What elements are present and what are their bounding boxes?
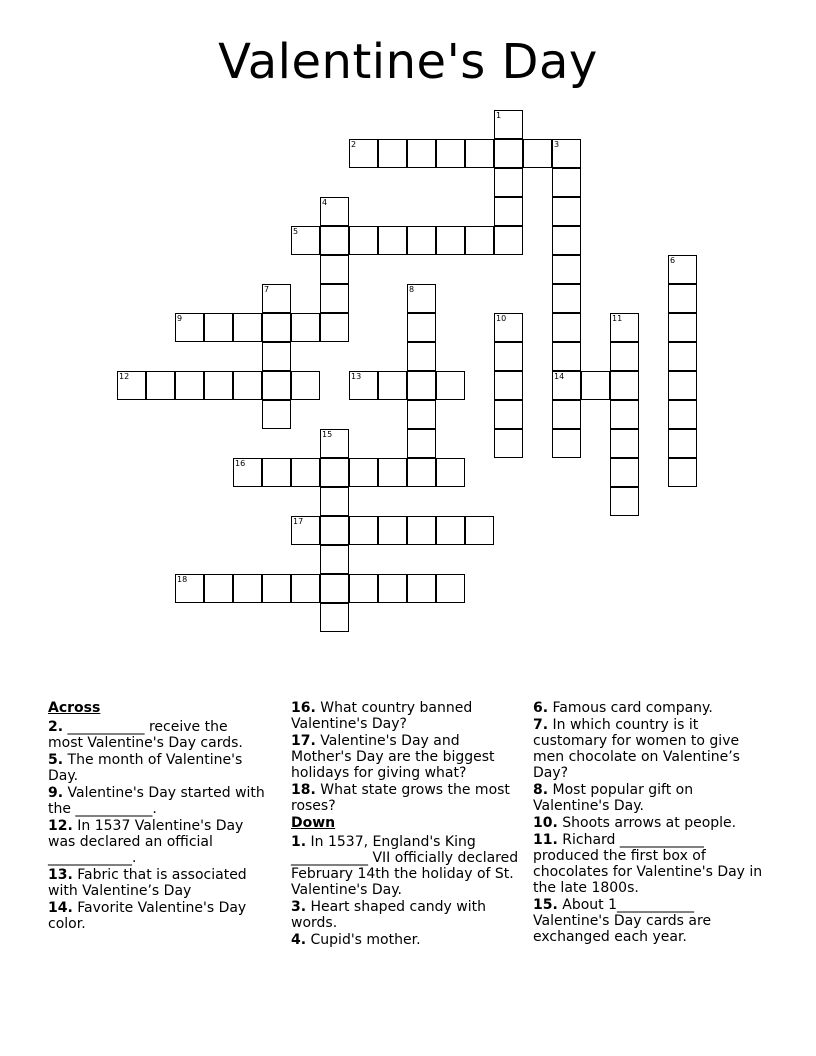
clue-text: Most popular gift on Valentine's Day.: [533, 782, 694, 814]
grid-cell[interactable]: [407, 313, 436, 342]
clue-text: What country banned Valentine's Day?: [291, 700, 473, 732]
grid-cell[interactable]: [262, 400, 291, 429]
cell-number: 18: [177, 575, 188, 584]
clue-text: Fabric that is associated with Valentine’s Day: [48, 867, 247, 899]
clue-number: 6.: [533, 700, 549, 716]
clue-number: 11.: [533, 832, 558, 848]
grid-cell[interactable]: [262, 284, 291, 313]
grid-cell[interactable]: [407, 226, 436, 255]
grid-cell[interactable]: [349, 574, 378, 603]
cell-number: 14: [554, 372, 565, 381]
clue-down-15: [533, 897, 765, 945]
grid-cell[interactable]: [291, 313, 320, 342]
clue-number: 17.: [291, 733, 316, 749]
grid-cell[interactable]: [349, 226, 378, 255]
grid-cell[interactable]: [175, 371, 204, 400]
grid-cell[interactable]: [407, 429, 436, 458]
grid-cell[interactable]: [552, 400, 581, 429]
grid-cell[interactable]: [204, 313, 233, 342]
grid-cell[interactable]: [407, 371, 436, 400]
grid-cell[interactable]: [668, 284, 697, 313]
clue-down-10: [533, 815, 765, 831]
grid-cell[interactable]: [146, 371, 175, 400]
clue-number: 12.: [48, 818, 73, 834]
cell-number: 13: [351, 372, 362, 381]
grid-cell[interactable]: [407, 516, 436, 545]
across-heading: Across: [48, 700, 101, 716]
down-heading: Down: [291, 815, 336, 831]
grid-cell[interactable]: [436, 574, 465, 603]
grid-cell[interactable]: [407, 574, 436, 603]
clue-down-3: [291, 899, 521, 931]
cell-number: 16: [235, 459, 246, 468]
grid-cell[interactable]: [175, 313, 204, 342]
clue-text: ___________ receive the most Valentine's Day cards.: [48, 719, 243, 751]
grid-cell[interactable]: [204, 574, 233, 603]
grid-cell[interactable]: [320, 313, 349, 342]
clue-text: Famous card company.: [552, 700, 713, 716]
grid-cell[interactable]: [320, 226, 349, 255]
grid-cell[interactable]: [233, 313, 262, 342]
grid-cell[interactable]: [552, 168, 581, 197]
grid-cell[interactable]: [494, 168, 523, 197]
grid-cell[interactable]: [494, 342, 523, 371]
cell-number: 12: [119, 372, 130, 381]
cell-number: 8: [409, 285, 415, 294]
cell-number: 3: [554, 140, 560, 149]
clue-number: 7.: [533, 717, 549, 733]
grid-cell[interactable]: [436, 139, 465, 168]
grid-cell[interactable]: [407, 458, 436, 487]
clue-across-9: [48, 785, 266, 817]
grid-cell[interactable]: [494, 371, 523, 400]
grid-cell[interactable]: [610, 400, 639, 429]
grid-cell[interactable]: [552, 255, 581, 284]
grid-cell[interactable]: [407, 342, 436, 371]
grid-cell[interactable]: [610, 342, 639, 371]
grid-cell[interactable]: [233, 371, 262, 400]
cell-number: 15: [322, 430, 333, 439]
clue-number: 2.: [48, 719, 64, 735]
grid-cell[interactable]: [668, 313, 697, 342]
cell-number: 7: [264, 285, 270, 294]
clue-column-1: [48, 700, 266, 933]
page-title: Valentine's Day: [218, 34, 598, 90]
grid-cell[interactable]: [378, 458, 407, 487]
cell-number: 11: [612, 314, 623, 323]
grid-cell[interactable]: [552, 284, 581, 313]
clue-text: Favorite Valentine's Day color.: [48, 900, 247, 932]
grid-cell[interactable]: [465, 226, 494, 255]
grid-cell[interactable]: [320, 574, 349, 603]
clue-down-7: [533, 717, 765, 781]
clue-number: 14.: [48, 900, 73, 916]
grid-cell[interactable]: [552, 371, 581, 400]
grid-cell[interactable]: [320, 516, 349, 545]
grid-cell[interactable]: [349, 371, 378, 400]
clue-across-18: [291, 782, 521, 814]
clue-number: 18.: [291, 782, 316, 798]
clue-text: Valentine's Day and Mother's Day are the biggest holidays for giving what?: [291, 733, 495, 781]
grid-cell[interactable]: [349, 516, 378, 545]
clue-number: 13.: [48, 867, 73, 883]
grid-cell[interactable]: [175, 574, 204, 603]
clue-number: 16.: [291, 700, 316, 716]
grid-cell[interactable]: [436, 371, 465, 400]
grid-cell[interactable]: [378, 574, 407, 603]
grid-cell[interactable]: [262, 313, 291, 342]
grid-cell[interactable]: [262, 574, 291, 603]
grid-cell[interactable]: [378, 139, 407, 168]
clue-across-16: [291, 700, 521, 732]
cell-number: 2: [351, 140, 357, 149]
grid-cell[interactable]: [552, 313, 581, 342]
clue-column-2: [291, 700, 521, 949]
clue-column-3: [533, 700, 765, 946]
grid-cell[interactable]: [581, 371, 610, 400]
cell-number: 1: [496, 111, 502, 120]
clue-text: About 1___________ Valentine's Day cards are exchanged each year.: [533, 897, 712, 945]
grid-cell[interactable]: [117, 371, 146, 400]
clue-down-8: [533, 782, 765, 814]
clue-text: Valentine's Day started with the ___________.: [48, 785, 265, 817]
grid-cell[interactable]: [610, 371, 639, 400]
grid-cell[interactable]: [320, 197, 349, 226]
grid-cell[interactable]: [262, 371, 291, 400]
grid-cell[interactable]: [494, 400, 523, 429]
clue-text: Heart shaped candy with words.: [291, 899, 486, 931]
clue-across-13: [48, 867, 266, 899]
clue-text: Richard ____________ produced the first box of chocolates for Valentine's Day in the late 1800s.: [533, 832, 763, 896]
grid-cell[interactable]: [494, 139, 523, 168]
grid-cell[interactable]: [291, 226, 320, 255]
grid-cell[interactable]: [552, 342, 581, 371]
grid-cell[interactable]: [320, 255, 349, 284]
grid-cell[interactable]: [668, 255, 697, 284]
grid-cell[interactable]: [320, 487, 349, 516]
grid-cell[interactable]: [668, 429, 697, 458]
clue-text: In which country is it customary for women to give men chocolate on Valentine’s Day?: [533, 717, 740, 781]
clue-down-6: [533, 700, 765, 716]
grid-cell[interactable]: [523, 139, 552, 168]
grid-cell[interactable]: [320, 603, 349, 632]
clue-down-4: [291, 932, 521, 948]
grid-cell[interactable]: [552, 226, 581, 255]
grid-cell[interactable]: [465, 139, 494, 168]
grid-cell[interactable]: [233, 574, 262, 603]
grid-cell[interactable]: [610, 487, 639, 516]
grid-cell[interactable]: [494, 226, 523, 255]
grid-cell[interactable]: [291, 574, 320, 603]
clue-down-1: [291, 834, 521, 898]
grid-cell[interactable]: [610, 313, 639, 342]
cell-number: 6: [670, 256, 676, 265]
clue-across-17: [291, 733, 521, 781]
grid-cell[interactable]: [668, 342, 697, 371]
cell-number: 17: [293, 517, 304, 526]
grid-cell[interactable]: [436, 226, 465, 255]
grid-cell[interactable]: [436, 516, 465, 545]
clue-text: Cupid's mother.: [310, 932, 421, 948]
grid-cell[interactable]: [668, 458, 697, 487]
clue-across-14: [48, 900, 266, 932]
grid-cell[interactable]: [610, 429, 639, 458]
clue-number: 1.: [291, 834, 307, 850]
grid-cell[interactable]: [349, 458, 378, 487]
cell-number: 9: [177, 314, 183, 323]
grid-cell[interactable]: [204, 371, 233, 400]
clue-number: 15.: [533, 897, 558, 913]
grid-cell[interactable]: [552, 429, 581, 458]
grid-cell[interactable]: [378, 371, 407, 400]
clue-text: Shoots arrows at people.: [562, 815, 737, 831]
clue-number: 5.: [48, 752, 64, 768]
grid-cell[interactable]: [378, 226, 407, 255]
grid-cell[interactable]: [291, 371, 320, 400]
grid-cell[interactable]: [494, 197, 523, 226]
clue-number: 4.: [291, 932, 307, 948]
grid-cell[interactable]: [320, 545, 349, 574]
grid-cell[interactable]: [320, 458, 349, 487]
grid-cell[interactable]: [494, 429, 523, 458]
grid-cell[interactable]: [291, 516, 320, 545]
grid-cell[interactable]: [262, 342, 291, 371]
grid-cell[interactable]: [407, 400, 436, 429]
grid-cell[interactable]: [320, 429, 349, 458]
cell-number: 5: [293, 227, 299, 236]
grid-cell[interactable]: [552, 139, 581, 168]
clue-number: 10.: [533, 815, 558, 831]
clue-number: 8.: [533, 782, 549, 798]
grid-cell[interactable]: [233, 458, 262, 487]
grid-cell[interactable]: [407, 139, 436, 168]
grid-cell[interactable]: [494, 313, 523, 342]
clue-number: 3.: [291, 899, 307, 915]
clue-text: In 1537 Valentine's Day was declared an official ____________.: [48, 818, 244, 866]
clue-text: In 1537, England's King ___________ VII officially declared February 14th the holiday of St. Valentine's Day.: [291, 834, 519, 898]
grid-cell[interactable]: [262, 458, 291, 487]
grid-cell[interactable]: [291, 458, 320, 487]
grid-cell[interactable]: [349, 139, 378, 168]
cell-number: 10: [496, 314, 507, 323]
grid-cell[interactable]: [668, 371, 697, 400]
clue-text: What state grows the most roses?: [291, 782, 510, 814]
clue-across-12: [48, 818, 266, 866]
grid-cell[interactable]: [436, 458, 465, 487]
clue-across-2: [48, 719, 266, 751]
clue-across-5: [48, 752, 266, 784]
clue-text: The month of Valentine's Day.: [48, 752, 243, 784]
grid-cell[interactable]: [378, 516, 407, 545]
cell-number: 4: [322, 198, 328, 207]
grid-cell[interactable]: [320, 284, 349, 313]
grid-cell[interactable]: [552, 197, 581, 226]
grid-cell[interactable]: [610, 458, 639, 487]
grid-cell[interactable]: [407, 284, 436, 313]
grid-cell[interactable]: [668, 400, 697, 429]
clue-number: 9.: [48, 785, 64, 801]
clue-down-11: [533, 832, 765, 896]
grid-cell[interactable]: [494, 110, 523, 139]
grid-cell[interactable]: [465, 516, 494, 545]
